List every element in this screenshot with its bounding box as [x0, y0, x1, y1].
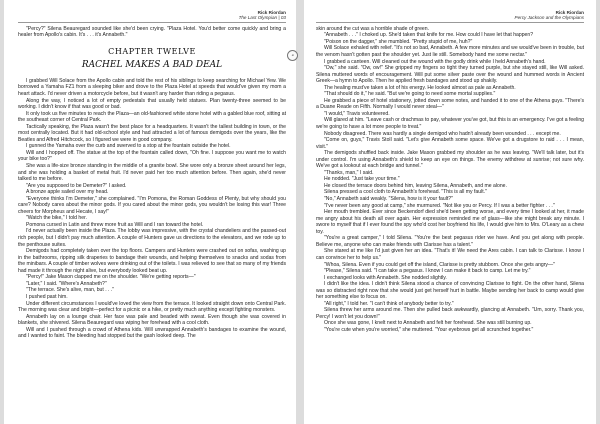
- left-page: [4, 0, 296, 424]
- paragraph: skin around the cut was a horrible shade of green.: [316, 25, 429, 32]
- paragraph: "Come on, guys," Travis Stoll said. "Let's give Annabeth some space. We've got a drugstore to raid . . . I mean, visit.": [316, 137, 584, 150]
- paragraph: "Are you supposed to be Demeter?" I asked.: [26, 182, 127, 189]
- right-page: [304, 0, 596, 424]
- paragraph: A bronze apple sailed over my head.: [26, 189, 109, 196]
- paragraph: Her mouth trembled. Ever since Beckendorf died she'd been getting worse, and every time I looked at her, it made me angry about his death all over again. Her expression reminded me of glass—like she might break any minute. I swore to myself that if I ever found the spy who'd cost her boyfriend his life, I would give him to Mrs. O'Leary as a chew toy.: [316, 209, 584, 235]
- paragraph: Under different circumstances I would've loved the view from the terrace. It looked straight down onto Central Park. The morning was clear and bright—perfect for a picnic or a hike, or pretty much anything except fighting monsters.: [18, 300, 286, 314]
- paragraph: "Please," Silena said. "I can take a pegasus. I know I can make it back to camp. Let me try.": [324, 268, 531, 275]
- left-body-text: [18, 78, 286, 340]
- paragraph: I exchanged looks with Annabeth. She nodded slightly.: [324, 274, 447, 281]
- paragraph: The healing must've taken a lot of his energy. He looked almost as pale as Annabeth.: [324, 84, 516, 91]
- paragraph: "That should do it," he said. "But we're going to need some mortal supplies.": [324, 91, 496, 98]
- header-book: The Last Olympian: [238, 15, 278, 21]
- header-book: Percy Jackson and the Olympians: [514, 15, 584, 21]
- paragraph: I grabbed a canteen. Will cleaned out the wound with the godly drink while I held Annabeth's hand.: [324, 58, 546, 65]
- paragraph: "I would," Travis volunteered.: [324, 110, 390, 117]
- left-page-text: [18, 26, 286, 340]
- right-body-text: [316, 26, 584, 334]
- paragraph: "The terrace. She's alive, man, but . . .": [26, 287, 115, 294]
- paragraph: Silena pressed a cool cloth to Annabeth's forehead. "This is all my fault.": [324, 189, 487, 196]
- paragraph: I grabbed Will Solace from the Apollo cabin and told the rest of his siblings to keep searching for Michael Yew. We borrowed a Yamaha FZ1 from a sleeping biker and drove to the Plaza Hotel at speeds that would've given my mom a heart attack. I'd never driven a motorcycle before, but it wasn't any harder than riding a pegasus.: [18, 77, 286, 97]
- paragraph: She stared at me like I'd just given her an idea. "That's it! We need the Ares cabin. I can talk to Clarisse. I know I can convince her to help us.": [316, 248, 584, 261]
- paragraph: "Poison on the dagger," she mumbled. "Pretty stupid of me, huh?": [324, 38, 473, 45]
- paragraph: "Thanks, man," I said.: [324, 169, 374, 176]
- paragraph: "You're a great camper," I told Silena. "You're the best pegasus rider we have. And you get along with people. Believe me, anyone who can make friends with Clarisse has a talent.": [316, 235, 584, 248]
- paragraph: "Ow," she said. "Ow, ow!" She gripped my fingers so tight they turned purple, but she stayed still, like Will asked. Silena muttered words of encouragement. Will put some silver paste over the wound and hummed words in Ancient Greek—a hymn to Apollo. Then he applied fresh bandages and stood up shakily.: [316, 65, 584, 85]
- header-author: Rick Riordan: [555, 10, 584, 15]
- paragraph: Will Solace exhaled with relief. "It's not so bad, Annabeth. A few more minutes and we would've been in trouble, but the venom hasn't gotten past the shoulder yet. Just lie still. Somebody hand me some nectar.": [316, 45, 584, 58]
- intro-text: [18, 26, 286, 39]
- paragraph: "No," Annabeth said weakly. "Silena, how is it your fault?": [324, 196, 453, 203]
- paragraph: Pomona cursed in Latin and threw more fruit as Will and I ran toward the hotel.: [26, 221, 204, 228]
- page-turn-left-icon[interactable]: ◂: [287, 50, 298, 61]
- paragraph: Will and I pushed through a crowd of Athena kids. Will unwrapped Annabeth's bandages to examine the wound, and I wanted to faint. The bleeding had stopped but the gash looked deep. The: [18, 326, 286, 340]
- paragraph: Will glared at him. "Leave cash or drachmas to pay, whatever you've got, but this is an emergency. I've got a feeling we're going to have a lot more people to treat.": [316, 117, 584, 131]
- paragraph: "Everyone thinks I'm Demeter," she complained. "I'm Pomona, the Roman Goddess of Plenty, but why should you care? Nobody cares about the minor gods. If you cared about the minor gods, you wouldn't be losing this war! Three cheers for Morpheus and Hecate, I say!": [18, 195, 286, 215]
- chapter-number: CHAPTER TWELVE: [108, 46, 196, 56]
- paragraph: It only took us five minutes to reach the Plaza—an old-fashioned white stone hotel with a gabled blue roof, sitting at the southeast corner of Central Park.: [18, 110, 286, 124]
- paragraph: Along the way, I noticed a lot of empty pedestals that usually held statues. Plan twenty-three seemed to be working. I didn't know if that was good or bad.: [18, 97, 286, 111]
- paragraph: "Later," I said. "Where's Annabeth?": [26, 280, 107, 287]
- paragraph: Demigods had completely taken over the top floors. Campers and Hunters were crashed out on sofas, washing up in the bathrooms, ripping silk draperies to bandage their wounds, and helping themselves to snacks and sodas from the minibars. A couple of timber wolves were drinking out of the toilets. I was relieved to see that so many of my friends had made it through the night alive, but everybody looked beat up.: [18, 248, 286, 274]
- paragraph: Will and I hopped off. The statue at the top of the fountain called down, "Oh fine. I suppose you want me to watch your bike too?": [18, 149, 286, 163]
- chapter-title: RACHEL MAKES A BAD DEAL: [81, 59, 223, 70]
- paragraph: I gunned the Yamaha over the curb and swerved to a stop at the fountain outside the hotel.: [26, 143, 231, 150]
- paragraph: "Watch the bike," I told her.: [26, 215, 87, 222]
- page-header: Rick Riordan The Last Olympian | 03: [18, 10, 286, 23]
- paragraph: "All right," I told her. "I can't think of anybody better to try.": [324, 300, 454, 307]
- paragraph: I'd never actually been inside the Plaza. The lobby was impressive, with the crystal chandeliers and the passed-out rich people, but I didn't pay much attention. A couple of Hunters gave us directions to the elevators, and we rode up to the penthouse suites.: [18, 228, 286, 248]
- paragraph: He closed the terrace doors behind him, leaving Silena, Annabeth, and me alone.: [324, 182, 507, 189]
- paragraph: "Whoa, Silena. Even if you could get off the island, Clarisse is pretty stubborn. Once she gets angry—": [324, 261, 555, 268]
- header-author: Rick Riordan: [257, 10, 286, 15]
- paragraph: He nodded. "Just take your time.": [324, 176, 400, 183]
- paragraph: He grabbed a piece of hotel stationery, jotted down some notes, and handed it to one of the Athena guys. "There's a Duane Reade on Fifth. Normally I would never steal—": [316, 97, 584, 111]
- paragraph: Annabeth lay on a lounge chair. Her face was pale and beaded with sweat. Even though she was covered in blankets, she shivered. Silena Beauregard was wiping her forehead with a cool cloth.: [18, 313, 286, 327]
- paragraph: "Percy?" Silena Beauregard sounded like she'd been crying. "Plaza Hotel. You'd better come quickly and bring a healer from Apollo's cabin. It's . . . it's Annabeth.": [18, 25, 286, 39]
- paragraph: Silena threw her arms around me. Then she pulled back awkwardly, glancing at Annabeth. "Um, sorry. Thank you, Percy! I won't let you down!": [316, 307, 584, 320]
- paragraph: "Percy!" Jake Mason clapped me on the shoulder. "We're getting reports—": [26, 274, 196, 281]
- header-page-number: 03: [280, 15, 286, 21]
- paragraph: "You're cute when you're worried," she muttered. "Your eyebrows get all scrunched together.": [324, 326, 534, 333]
- paragraph: Once she was gone, I knelt next to Annabeth and felt her forehead. She was still burning up.: [324, 320, 532, 327]
- paragraph: The demigods shuffled back inside. Jake Mason grabbed my shoulder as he was leaving. "We'll talk later, but it's under control. I'm using Annabeth's shield to keep an eye on things. The enemy withdrew at sunrise; not sure why. We've got a lookout at each bridge and tunnel.": [316, 150, 584, 170]
- paragraph: I pushed past him.: [26, 293, 68, 300]
- paragraph: Nobody disagreed. There was hardly a single demigod who hadn't already been wounded . . . except me.: [324, 130, 561, 137]
- paragraph: I didn't like the idea. I didn't think Silena stood a chance of convincing Clarisse to fight. On the other hand, Silena was so distracted right now that she would just get herself hurt in battle. Maybe sending her back to camp would give her something else to focus on.: [316, 281, 584, 301]
- page-header: [316, 10, 584, 23]
- paragraph: She was a life-size bronze standing in the middle of a granite bowl. She wore only a bronze sheet around her legs, and she was holding a basket of metal fruit. I'd never paid her too much attention before. Then again, she'd never talked to me before.: [18, 163, 286, 183]
- paragraph: "I've never been any good at camp," she murmured. "Not like you or Percy. If I was a better fighter . . .": [324, 202, 555, 209]
- paragraph: "Annabeth . . ." I choked up. She'd taken that knife for me. How could I have let that happen?: [324, 32, 534, 39]
- paragraph: Tactically speaking, the Plaza wasn't the best place for a headquarters. It wasn't the tallest building in town, or the most centrally located. But it had old-school style and had attracted a lot of famous demigods over the years, like the Beatles and Alfred Hitchcock, so I figured we were in good company.: [18, 123, 286, 143]
